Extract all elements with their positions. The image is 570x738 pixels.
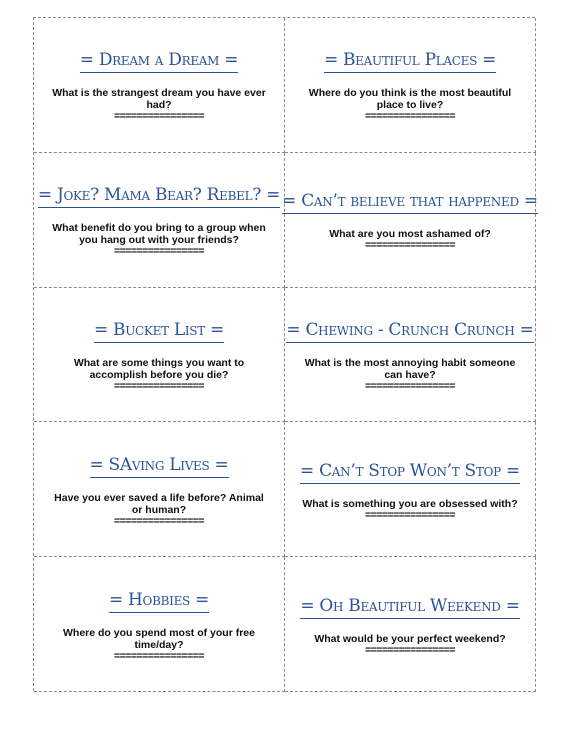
card-joke-mama-bear-rebel [34,153,285,288]
card-divider: ================ [364,379,456,392]
card-question: Where do you think is the most beautiful place to live? [308,87,512,112]
card-divider: ================ [113,110,205,123]
card-divider: ================ [113,379,205,392]
card-question: What is the strangest dream you have ever had? [52,87,266,112]
card-dream-a-dream [34,18,285,153]
card-title: = Bucket List = [94,319,224,343]
card-divider: ================ [113,514,205,527]
card-beautiful-places [285,18,536,153]
card-question: What is the most annoying habit someone can have? [304,356,516,381]
card-title: = Can’t believe that happened = [282,190,538,214]
card-title: = Joke? Mama Bear? Rebel? = [38,184,280,208]
card-question: What benefit do you bring to a group when you hang out with your friends? [52,222,266,247]
card-question: Where do you spend most of your free time/day? [63,626,255,651]
card-title: = Dream a Dream = [80,49,238,73]
card-question: What would be your perfect weekend? [314,632,506,645]
card-divider: ================ [364,508,456,521]
card-question: What are some things you want to accomplish before you die? [73,356,245,381]
card-title: = Can’t Stop Won’t Stop = [300,460,520,484]
card-oh-beautiful-weekend [285,557,536,692]
card-cant-stop-wont-stop [285,422,536,557]
card-title: = Beautiful Places = [324,49,496,73]
card-title: = Hobbies = [109,589,209,613]
card-sheet [33,17,538,691]
card-cant-believe-that-happened [282,153,538,288]
card-divider: ================ [364,239,456,252]
card-title: = SAving Lives = [90,454,229,478]
card-saving-lives [34,422,285,557]
card-divider: ================ [113,245,205,258]
card-divider: ================ [364,110,456,123]
card-question: What are you most ashamed of? [329,228,491,241]
card-question: Have you ever saved a life before? Animal or human? [54,491,264,516]
card-hobbies [34,557,285,692]
card-divider: ================ [364,643,456,656]
card-question: What is something you are obsessed with? [302,497,518,510]
card-chewing-crunch-crunch [285,288,536,423]
card-title: = Oh Beautiful Weekend = [300,595,519,619]
card-divider: ================ [113,649,205,662]
card-bucket-list [34,288,285,423]
card-title: = Chewing - Crunch Crunch = [286,319,533,343]
